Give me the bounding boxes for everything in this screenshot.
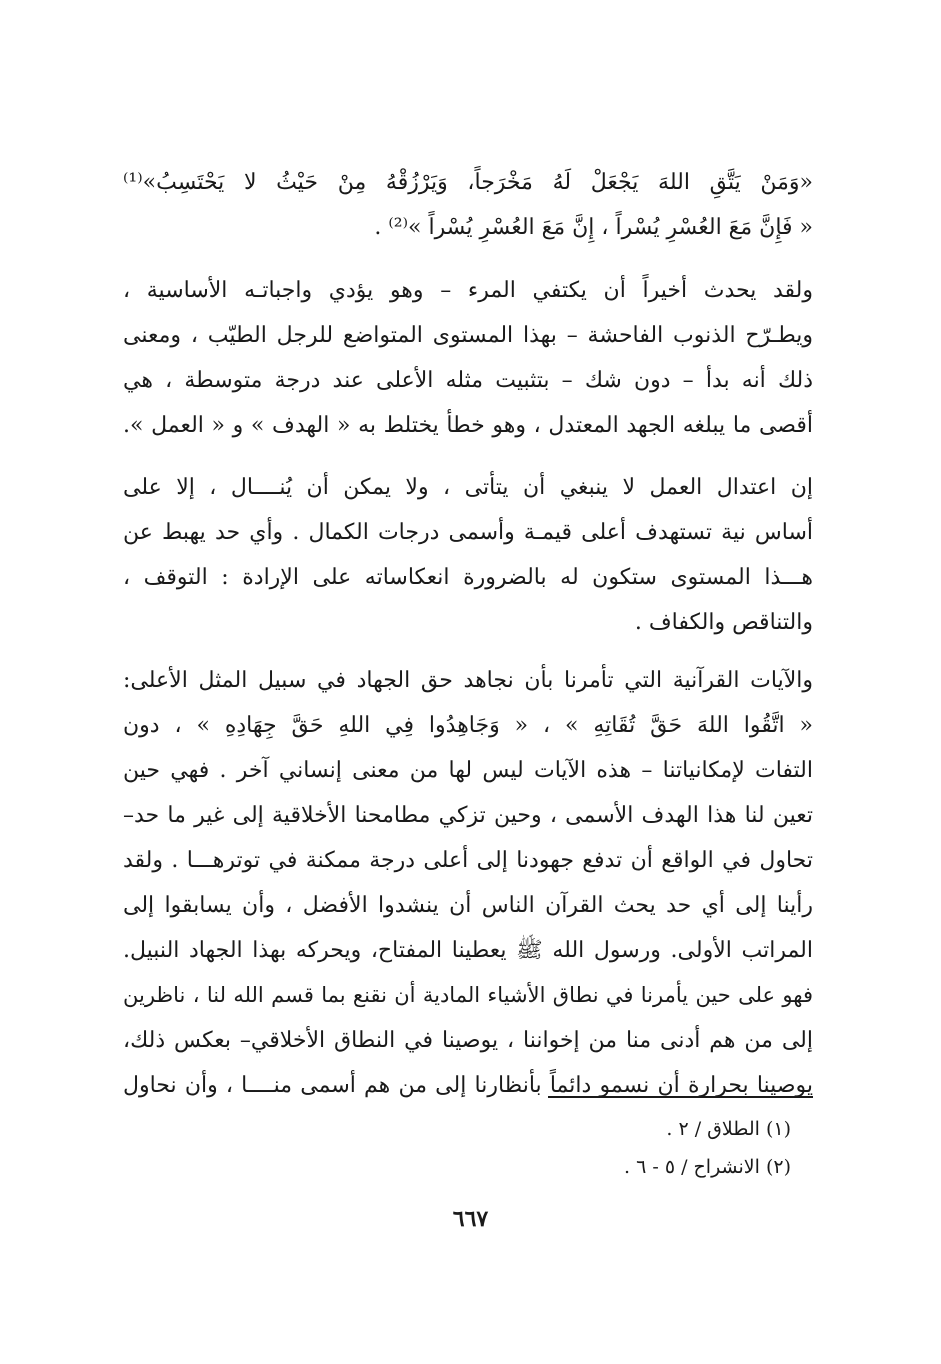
paragraph-line: إلى من هم أدنى منا من إخواننا ، يوصينا في النطاق الأخلاقي– بعكس ذلك، [123, 1028, 813, 1053]
paragraph-line: والتناقص والكفاف . [634, 610, 813, 635]
paragraph-line: فهو على حين يأمرنا في نطاق الأشياء المادية أن نقنع بما قسم الله لنا ، ناظرين [123, 983, 813, 1007]
paragraph-line: يوصينا بحرارة أن نسمو دائماً بأنظارنا إلى من هم أسمى منــــا ، وأن نحاول [123, 1073, 813, 1098]
footnote: (١) الطلاق / ٢ . [666, 1118, 791, 1140]
paragraph-line: رأينا إلى أي حد يحث القرآن الناس أن ينشدوا الأفضل ، وأن يسابقوا إلى [123, 893, 813, 918]
paragraph [123, 465, 813, 645]
paragraph-line: إن اعتدال العمل لا ينبغي أن يتأتى ، ولا يمكن أن يُنــــال ، إلا على [123, 475, 813, 500]
paragraph [123, 268, 813, 448]
paragraph-line: « اتَّقُوا اللهَ حَقَّ تُقَاتِهِ » ، « وَجَاهِدُوا فِي اللهِ حَقَّ جِهَادِهِ » ، دون [123, 713, 813, 738]
paragraph-line: تحاول في الواقع أن تدفع جهودنا إلى أعلى درجة ممكنة في توترهـــا . ولقد [123, 848, 813, 873]
paragraph-line: المراتب الأولى. ورسول الله ﷺ يعطينا المفتاح، ويحركه بهذا الجهاد النبيل. [123, 938, 813, 963]
paragraph-line: ويطـرّح الذنوب الفاحشة – بهذا المستوى المتواضع للرجل الطيّب ، ومعنى [123, 323, 813, 348]
footnote-divider [548, 1096, 813, 1098]
footnote: (٢) الانشراح / ٥ - ٦ . [624, 1156, 791, 1178]
footnotes [624, 1110, 791, 1186]
paragraph-line: والآيات القرآنية التي تأمرنا بأن نجاهد حق الجهاد في سبيل المثل الأعلى: [123, 668, 813, 693]
paragraph-line: أقصى ما يبلغه الجهد المعتدل ، وهو خطأ يختلط به « الهدف » و « العمل ». [123, 413, 813, 438]
verse-line: «وَمَنْ يَتَّقِ اللهَ يَجْعَلْ لَهُ مَخْرَجاً، وَيَرْزُقْهُ مِنْ حَيْثُ لا يَحْتَسِبُ»⁽¹⁾ [123, 170, 813, 195]
paragraph-line: تعين لنا هذا الهدف الأسمى ، وحين تزكي مطامحنا الأخلاقية إلى غير ما حد– [123, 803, 813, 828]
paragraph [123, 658, 813, 1108]
paragraph-line: أساس نية تستهدف أعلى قيمـة وأسمى درجات الكمال . وأي حد يهبط عن [123, 520, 813, 545]
paragraph-line: التفات لإمكانياتنا – هذه الآيات ليس لها من معنى إنساني آخر . فهي حين [123, 758, 813, 783]
paragraph-line: ولقد يحدث أخيراً أن يكتفي المرء – وهو يؤدي واجباتـه الأساسية ، [123, 278, 813, 303]
paragraph-line: هـــذا المستوى ستكون له بالضرورة انعكاساته على الإرادة : التوقف ، [123, 565, 813, 590]
page-number: ٦٦٧ [452, 1206, 489, 1232]
quranic-verse-block [123, 160, 813, 250]
paragraph-line: ذلك أنه بدأ – دون شك – بتثبيت مثله الأعلى عند درجة متوسطة ، هي [123, 368, 813, 393]
verse-line: « فَإِنَّ مَعَ العُسْرِ يُسْراً ، إِنَّ مَعَ العُسْرِ يُسْراً »⁽²⁾ . [374, 215, 813, 240]
